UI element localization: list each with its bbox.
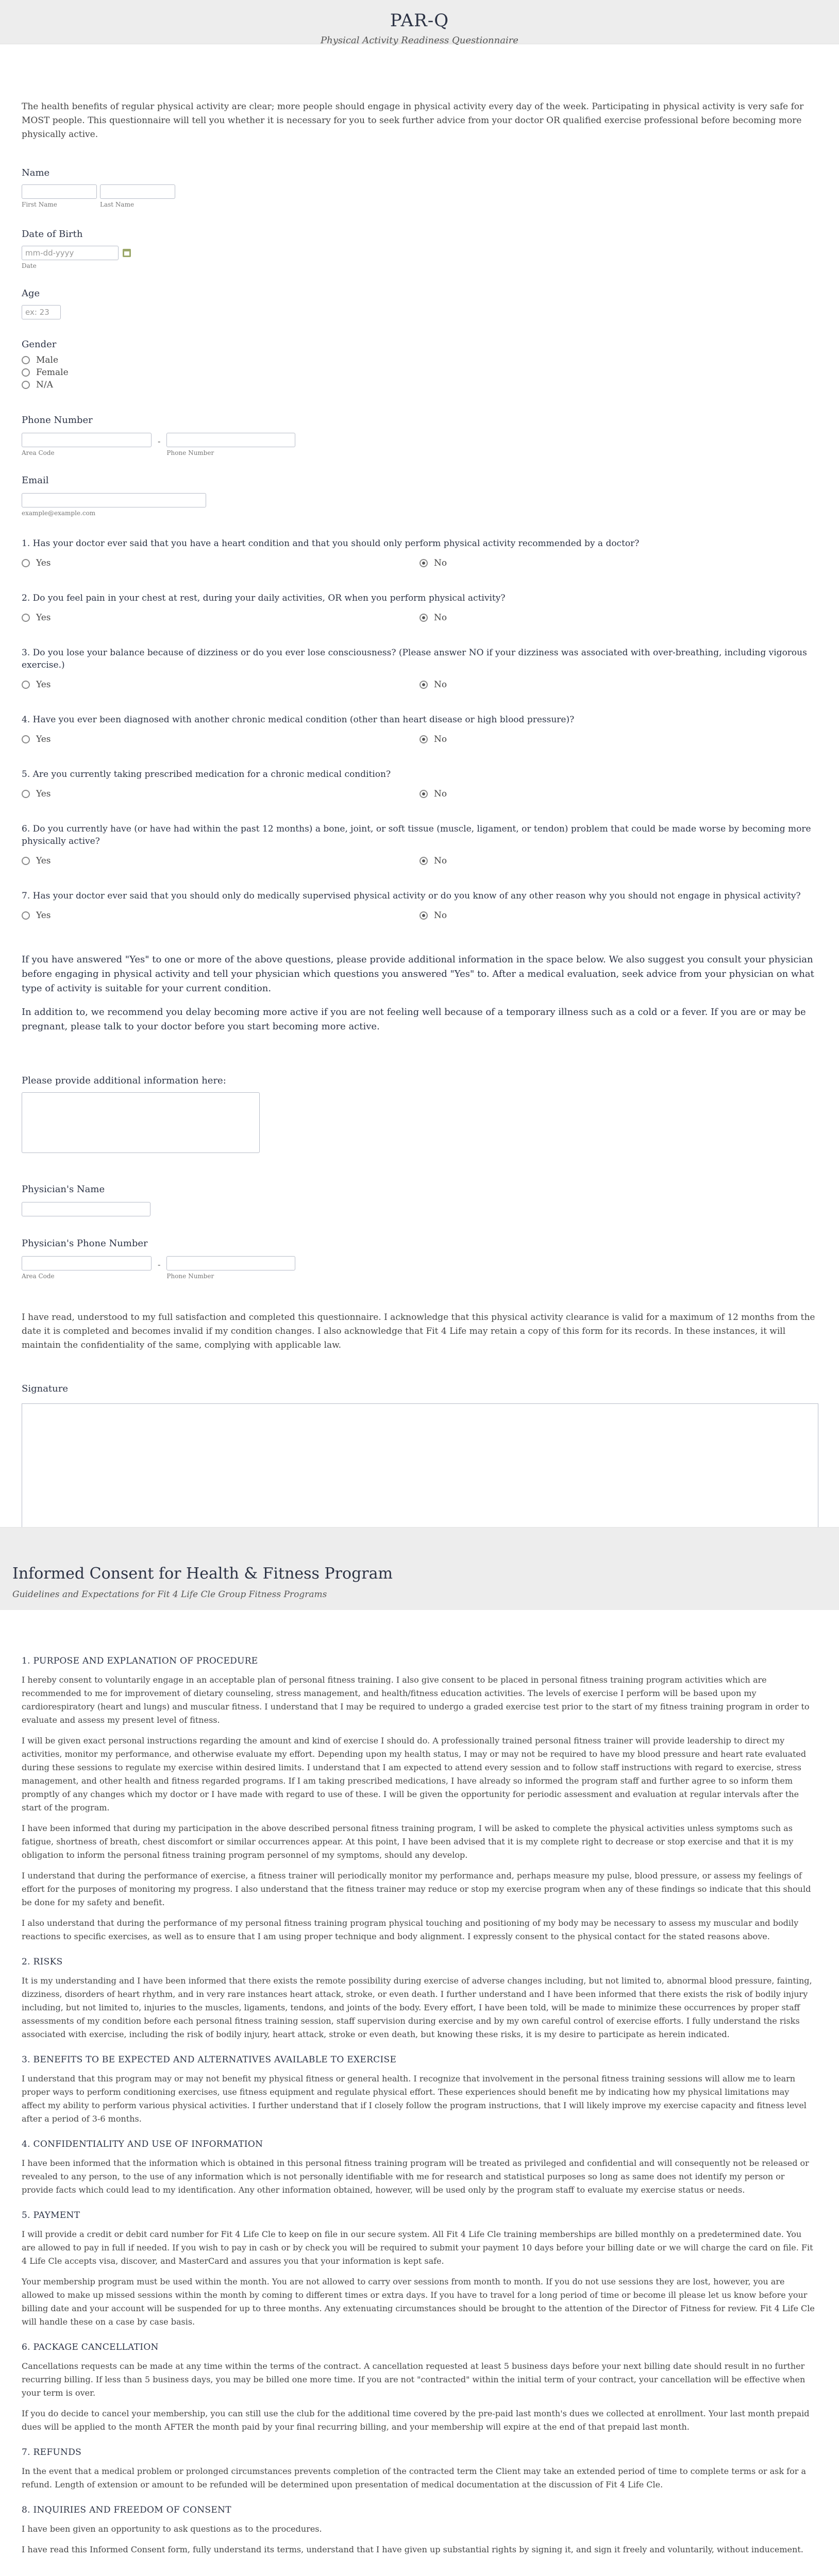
calendar-icon[interactable] [123, 249, 131, 257]
gender-option-female[interactable]: Female [22, 366, 817, 379]
radio-icon-selected[interactable] [420, 790, 428, 798]
question-1: 1. Has your doctor ever said that you have a heart condition and that you should only perform physical activity recommended by a doctor? Yes No [22, 537, 817, 569]
question-4: 4. Have you ever been diagnosed with another chronic medical condition (other than heart disease or high blood pressure)? Yes No [22, 714, 817, 745]
consent-paragraph: I have read this Informed Consent form, fully understand its terms, understand that I have given up substantial rights by signing it, and sign it freely and voluntarily, without inducement. [22, 2545, 803, 2554]
radio-icon-selected[interactable] [420, 857, 428, 865]
name-field [22, 167, 817, 208]
dob-field [22, 229, 817, 269]
question-3: 3. Do you lose your balance because of dizziness or do you ever lose consciousness? (Please answer NO if your dizziness was associated with over-breathing, including vigorous exercise.) Yes No [22, 647, 817, 691]
consent-heading: 2. RISKS [22, 1957, 63, 1967]
notice-paragraph-1: If you have answered "Yes" to one or more of the above questions, please provide additional information in the space below. We also suggest you consult your physician before engaging in physical activity and tell your physician which questions you answered "Yes" to. After a medical evaluation, seek advice from your physician on what type of activity is suitable for your current condition. [22, 954, 814, 994]
additional-info-textarea[interactable] [22, 1092, 260, 1153]
physician-phone-field [22, 1238, 817, 1280]
consent-paragraph: It is my understanding and I have been informed that there exists the remote possibility during exercise of adverse changes including, but not limited to, abnormal blood pressure, fainting, dizziness, disorders of heart rhythm, and in very rare instances heart attack, stroke, or even death. I further understand and I have been informed that there exists the risk of bodily injury including, but not limited to, injuries to the muscles, ligaments, tendons, and joints of the body. Every effort, I have been told, will be made to minimize these occurrences by proper staff assessments of my condition before each personal fitness training session, staff supervision during exercise and by my own careful control of exercise efforts. I fully understand the risks associated with exercise, including the risk of bodily injury, heart attack, stroke or even death, but knowing these risks, it is my desire to participate as herein indicated. [22, 1976, 812, 2039]
dob-sublabel: Date [22, 262, 37, 269]
phone-label: Phone Number [22, 415, 93, 426]
phone-number-input[interactable] [166, 433, 295, 447]
consent-paragraph: I also understand that during the performance of my personal fitness training program physical touching and positioning of my body may be necessary to assess my muscular and bodily reactions to specific exercises, as well as to ensure that I am using proper technique and body alignment. I expressly consent to the physical contact for the stated reasons above. [22, 1918, 799, 1941]
radio-icon-selected[interactable] [420, 911, 428, 920]
radio-icon[interactable] [22, 356, 30, 364]
radio-icon[interactable] [22, 368, 30, 377]
consent-header [0, 1527, 839, 1610]
radio-icon[interactable] [22, 911, 30, 920]
consent-paragraph: If you do decide to cancel your membership, you can still use the club for the additional time covered by the pre-paid last month's dues we collected at enrollment. Your last month prepaid dues will be applied to the month AFTER the month paid by your final recurring billing, and your membership will expire at the end of that prepaid last month. [22, 2409, 810, 2432]
consent-paragraph: I will be given exact personal instructions regarding the amount and kind of exercise I should do. A professionally trained personal fitness trainer will provide leadership to direct my activities, monitor my performance, and otherwise evaluate my effort. Depending upon my health status, I may or may not be required to have my blood pressure and heart rate evaluated during these sessions to regulate my exercise within desired limits. I understand that I am expected to attend every session and to follow staff instructions with regard to exercise, stress management, and other health and fitness regarded programs. If I am taking prescribed medications, I have already so informed the program staff and further agree to so inform them promptly of any changes which my doctor or I have made with regard to use of these. I will be given the opportunity for periodic assessment and evaluation at regular intervals after the start of the program. [22, 1736, 807, 1812]
email-sublabel: example@example.com [22, 510, 96, 517]
age-field [22, 288, 817, 319]
form-title: PAR-Q [390, 10, 449, 31]
parq-section [0, 100, 839, 1528]
form-subtitle: Physical Activity Readiness Questionnaire [321, 35, 518, 46]
physician-name-label: Physician's Name [22, 1184, 105, 1195]
radio-icon[interactable] [22, 735, 30, 743]
consent-subtitle: Guidelines and Expectations for Fit 4 Life Cle Group Fitness Programs [12, 1589, 327, 1600]
answer-no[interactable]: No [420, 733, 817, 745]
radio-icon[interactable] [22, 559, 30, 567]
consent-paragraph: I have been informed that the information which is obtained in this personal fitness training program will be treated as privileged and confidential and will consequently not be released or revealed to any person, to the use of any information which is not personally identifiable with me for research and statistical purposes so long as same does not identify my person or provide facts which could lead to my identification. Any other information obtained, however, will be used only by the program staff to evaluate my exercise status or needs. [22, 2158, 809, 2195]
physician-area-code-input[interactable] [22, 1256, 152, 1270]
question-6: 6. Do you currently have (or have had within the past 12 months) a bone, joint, or soft tissue (muscle, ligament, or tendon) problem that could be made worse by becoming more physically active? Yes No [22, 823, 817, 867]
radio-icon-selected[interactable] [420, 614, 428, 622]
physician-phone-number-input[interactable] [166, 1256, 295, 1270]
answer-yes[interactable]: Yes [22, 733, 420, 745]
radio-icon[interactable] [22, 381, 30, 389]
consent-heading: 1. PURPOSE AND EXPLANATION OF PROCEDURE [22, 1656, 258, 1666]
age-label: Age [22, 288, 40, 299]
radio-icon[interactable] [22, 857, 30, 865]
radio-icon[interactable] [22, 790, 30, 798]
physician-phone-dash: - [158, 1260, 161, 1269]
phone-field [22, 415, 817, 456]
answer-yes[interactable]: Yes [22, 855, 420, 867]
intro-text: The health benefits of regular physical activity are clear; more people should engage in physical activity every day of the week. Participating in physical activity is very safe for MOST people. This questionnaire will tell you whether it is necessary for you to seek further advice from your doctor OR qualified exercise professional before becoming more physically active. [22, 101, 804, 140]
email-label: Email [22, 475, 49, 486]
consent-heading: 5. PAYMENT [22, 2210, 80, 2221]
physician-phone-label: Physician's Phone Number [22, 1238, 148, 1249]
area-code-sublabel: Area Code [22, 449, 55, 456]
question-5: 5. Are you currently taking prescribed medication for a chronic medical condition? Yes No [22, 768, 817, 800]
dob-input[interactable]: mm-dd-yyyy [22, 246, 119, 260]
declaration-text: I have read, understood to my full satisfaction and completed this questionnaire. I acknowledge that this physical activity clearance is valid for a maximum of 12 months from the date it is completed and becomes invalid if my condition changes. I also acknowledge that Fit 4 Life may retain a copy of this form for its records. In these instances, it will maintain the confidentiality of the same, complying with applicable law. [22, 1312, 815, 1350]
last-name-sublabel: Last Name [100, 201, 135, 208]
signature-field [22, 1383, 817, 1528]
consent-heading: 6. PACKAGE CANCELLATION [22, 2342, 159, 2352]
consent-paragraph: I have been given an opportunity to ask questions as to the procedures. [22, 2524, 322, 2534]
gender-option-na[interactable]: N/A [22, 379, 817, 391]
answer-no[interactable]: No [420, 612, 817, 624]
dob-label: Date of Birth [22, 229, 83, 240]
answer-no[interactable]: No [420, 909, 817, 922]
physician-name-field [22, 1184, 817, 1216]
answer-no[interactable]: No [420, 557, 817, 569]
consent-paragraph: In the event that a medical problem or prolonged circumstances prevents completion of the contracted term the Client may take an extended period of time to complete terms or ask for a refund. Length of extension or amount to be refunded will be determined upon presentation of medical documentation at the discussion of Fit 4 Life Cle. [22, 2466, 806, 2489]
answer-yes[interactable]: Yes [22, 788, 420, 800]
gender-option-male[interactable]: Male [22, 354, 817, 366]
answer-yes[interactable]: Yes [22, 557, 420, 569]
gender-field [22, 339, 817, 391]
consent-heading: 8. INQUIRIES AND FREEDOM OF CONSENT [22, 2505, 231, 2515]
age-input[interactable]: ex: 23 [22, 305, 61, 319]
question-2: 2. Do you feel pain in your chest at rest, during your daily activities, OR when you perform physical activity? Yes No [22, 592, 817, 624]
radio-icon-selected[interactable] [420, 559, 428, 567]
question-7: 7. Has your doctor ever said that you should only do medically supervised physical activity or do you know of any other reason why you should not engage in physical activity? Yes No [22, 890, 817, 922]
answer-no[interactable]: No [420, 788, 817, 800]
phone-number-sublabel: Phone Number [166, 449, 214, 456]
consent-paragraph: I hereby consent to voluntarily engage in an acceptable plan of personal fitness training. I also give consent to be placed in personal fitness training program activities which are recommended to me for improvement of dietary counseling, stress management, and health/fitness education activities. The levels of exercise I perform will be based upon my cardiorespiratory (heart and lungs) and muscular fitness. I understand that I may be required to undergo a graded exercise test prior to the start of my fitness training program in order to evaluate and assess my present level of fitness. [22, 1675, 810, 1725]
consent-paragraph: I understand that during the performance of exercise, a fitness trainer will periodically monitor my performance and, perhaps measure my pulse, blood pressure, or assess my feelings of effort for the purposes of monitoring my progress. I also understand that the fitness trainer may reduce or stop my exercise program when any of these findings so indicate that this should be done for my safety and benefit. [22, 1871, 811, 1907]
answer-no[interactable]: No [420, 855, 817, 867]
signature-label: Signature [22, 1383, 69, 1394]
radio-icon-selected[interactable] [420, 735, 428, 743]
questions-list [22, 537, 817, 922]
answer-yes[interactable]: Yes [22, 679, 420, 691]
physician-phone-number-sublabel: Phone Number [166, 1273, 214, 1280]
consent-paragraph: Cancellations requests can be made at any time within the terms of the contract. A cancellation requested at least 5 business days before your next billing date should result in no further recurring billing. If less than 5 business days, you may be billed one more time. If you are not "contracted" within the initial term of your contract, your cancellation will be effective when your term is over. [22, 2361, 806, 2398]
consent-heading: 4. CONFIDENTIALITY AND USE OF INFORMATION [22, 2139, 263, 2149]
area-code-input[interactable] [22, 433, 152, 447]
email-input[interactable] [22, 493, 206, 507]
email-field [22, 475, 817, 517]
additional-info-field [22, 1075, 817, 1153]
radio-icon-selected[interactable] [420, 681, 428, 689]
consent-paragraph: Your membership program must be used within the month. You are not allowed to carry over sessions from month to month. If you do not use sessions they are lost, however, you are allowed to make up missed sessions within the month by coming to different times or extra days. If you have to travel for a long period of time or become ill please let us know before your billing date and your account will be suspended for up to three months. Any extenuating circumstances should be brought to the attention of the Director of Fitness for review. Fit 4 Life Cle will handle these on a case by case basis. [22, 2277, 815, 2327]
answer-no[interactable]: No [420, 679, 817, 691]
consent-body [22, 1656, 815, 2556]
name-label: Name [22, 167, 50, 178]
form-header [0, 0, 839, 44]
consent-heading: 7. REFUNDS [22, 2447, 82, 2458]
answer-yes[interactable]: Yes [22, 909, 420, 922]
consent-heading: 3. BENEFITS TO BE EXPECTED AND ALTERNATIVES AVAILABLE TO EXERCISE [22, 2055, 397, 2065]
answer-yes[interactable]: Yes [22, 612, 420, 624]
additional-info-label: Please provide additional information here: [22, 1075, 226, 1086]
consent-paragraph: I will provide a credit or debit card number for Fit 4 Life Cle to keep on file in our secure system. All Fit 4 Life Cle training memberships are billed monthly on a predetermined date. You are allowed to pay in full if needed. If you wish to pay in cash or by check you will be required to submit your payment 10 days before your billing date or we will charge the card on file. Fit 4 Life Cle accepts visa, discover, and MasterCard and assures you that your information is kept safe. [22, 2229, 813, 2266]
consent-paragraph: I have been informed that during my participation in the above described personal fitness training program, I will be asked to complete the physical activities unless symptoms such as fatigue, shortness of breath, chest discomfort or similar occurrences appear. At this point, I have been advised that it is my complete right to decrease or stop exercise and that it is my obligation to inform the personal fitness training program personnel of my symptoms, should any develop. [22, 1823, 794, 1860]
notice-paragraph-2: In addition to, we recommend you delay becoming more active if you are not feeling well because of a temporary illness such as a cold or a fever. If you are or may be pregnant, please talk to your doctor before you start becoming more active. [22, 1007, 806, 1032]
phone-dash: - [158, 436, 161, 446]
radio-icon[interactable] [22, 681, 30, 689]
consent-paragraph: I understand that this program may or may not benefit my physical fitness or general health. I recognize that involvement in the personal fitness training sessions will allow me to learn proper ways to perform conditioning exercises, use fitness equipment and regulate physical effort. These experiences should benefit me by indicating how my physical limitations may affect my ability to perform various physical activities. I further understand that if I closely follow the program instructions, that I will likely improve my exercise capacity and fitness level after a period of 3-6 months. [22, 2074, 807, 2124]
first-name-sublabel: First Name [22, 201, 57, 208]
signature-pad[interactable] [22, 1403, 818, 1528]
consent-title: Informed Consent for Health & Fitness Program [12, 1565, 393, 1583]
last-name-input[interactable] [100, 184, 175, 199]
radio-icon[interactable] [22, 614, 30, 622]
physician-name-input[interactable] [22, 1202, 150, 1216]
first-name-input[interactable] [22, 184, 97, 199]
gender-label: Gender [22, 339, 57, 350]
physician-area-code-sublabel: Area Code [22, 1273, 55, 1280]
